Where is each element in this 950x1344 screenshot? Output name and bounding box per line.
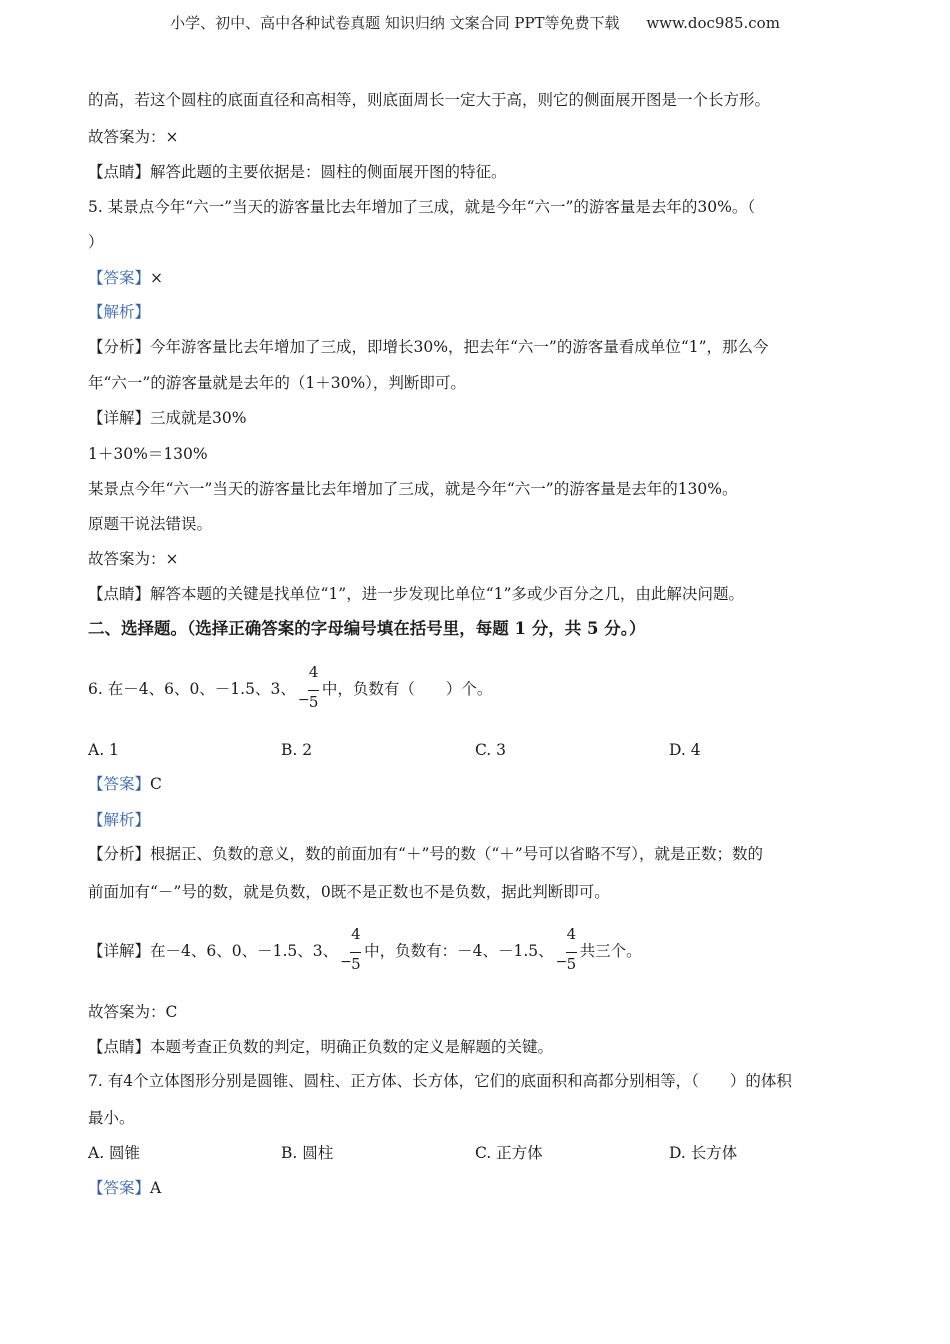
- frac-den: 5: [566, 955, 577, 973]
- q6-fenxi-cont: 前面加有“－”号的数，就是负数，0既不是正数也不是负数，据此判断即可。: [88, 883, 610, 901]
- answer-value: ×: [150, 269, 164, 287]
- q5-conclusion: 某景点今年“六一”当天的游客量比去年增加了三成，就是今年“六一”的游客量是去年的130%。: [88, 480, 738, 498]
- q7-answer: [88, 1177, 161, 1199]
- header-text: 小学、初中、高中各种试卷真题 知识归纳 文案合同 PPT等免费下载: [170, 14, 620, 32]
- tip-text: 解答此题的主要依据是：圆柱的侧面展开图的特征。: [150, 163, 507, 181]
- tip-text: 解答本题的关键是找单位“1”，进一步发现比单位“1”多或少百分之几，由此解决问题。: [150, 585, 744, 603]
- xiangjie-tag: 【详解】: [88, 409, 151, 427]
- fraction-neg-4-5: [297, 663, 320, 711]
- xiangjie-tag: 【详解】: [88, 942, 151, 960]
- q7-option-a: A. 圆锥: [88, 1144, 141, 1162]
- q7-stem-cont: 最小。: [88, 1109, 135, 1127]
- q7-option-b: B. 圆柱: [281, 1144, 334, 1162]
- fenxi-text: 今年游客量比去年增加了三成，即增长30%，把去年“六一”的游客量看成单位“1”，那么今: [150, 338, 769, 356]
- q6-tip: [88, 1036, 553, 1058]
- q5-calc: 1＋30%＝130%: [88, 445, 208, 463]
- xiangjie-text: 三成就是30%: [150, 409, 247, 427]
- q5-stem: 5. 某景点今年“六一”当天的游客量比去年增加了三成，就是今年“六一”的游客量是去年的30%。（: [88, 198, 756, 216]
- frac-den: 5: [351, 955, 361, 973]
- answer-value: C: [150, 775, 162, 793]
- frac-minus: −: [555, 954, 568, 970]
- q6-stem: [88, 663, 493, 711]
- page-header: [0, 12, 950, 33]
- q6-answer: [88, 773, 162, 795]
- q6-option-d: D. 4: [669, 741, 701, 759]
- q5-tip: [88, 583, 744, 605]
- tip-tag: 【点睛】: [88, 163, 151, 181]
- q5-fenxi-cont: 年“六一”的游客量就是去年的（1＋30%），判断即可。: [88, 374, 466, 392]
- fenxi-tag: 【分析】: [88, 845, 151, 863]
- fraction-neg-4-5: [340, 925, 362, 973]
- tip-tag: 【点睛】: [88, 1038, 151, 1056]
- q6-jiexi: 【解析】: [88, 811, 151, 829]
- frac-den: 5: [308, 693, 319, 711]
- q5-fenxi: [88, 336, 769, 358]
- q4-continuation: 的高，若这个圆柱的底面直径和高相等，则底面周长一定大于高，则它的侧面展开图是一个长方形。: [88, 91, 771, 109]
- xiangjie-post: 共三个。: [579, 942, 642, 960]
- xiangjie-mid: 中，负数有：－4、－1.5、: [364, 942, 554, 960]
- fraction-neg-4-5: [555, 925, 578, 973]
- answer-tag: 【答案】: [88, 1179, 151, 1197]
- q7-stem: 7. 有4个立体图形分别是圆锥、圆柱、正方体、长方体，它们的底面积和高都分别相等，（ ）的体积: [88, 1072, 792, 1090]
- q6-option-a: A. 1: [88, 741, 119, 759]
- frac-minus: −: [297, 692, 310, 708]
- q7-option-d: D. 长方体: [669, 1144, 738, 1162]
- q6-option-c: C. 3: [475, 741, 507, 759]
- q6-xiangjie: [88, 925, 642, 973]
- q5-final-answer: 故答案为：×: [88, 550, 179, 568]
- section-heading: 二、选择题。（选择正确答案的字母编号填在括号里，每题 1 分，共 5 分。）: [88, 619, 646, 638]
- frac-minus: −: [340, 954, 352, 970]
- q5-stem-close: ）: [88, 233, 104, 251]
- q6-stem-post: 中，负数有（ ）个。: [321, 680, 493, 698]
- q5-xiangjie: [88, 407, 246, 429]
- frac-num: 4: [566, 925, 577, 943]
- fenxi-tag: 【分析】: [88, 338, 151, 356]
- q5-answer: [88, 267, 163, 289]
- answer-tag: 【答案】: [88, 775, 151, 793]
- header-site: www.doc985.com: [646, 14, 780, 32]
- fenxi-text: 根据正、负数的意义，数的前面加有“＋”号的数（“＋”号可以省略不写），就是正数；数的: [150, 845, 763, 863]
- q6-final-answer: 故答案为：C: [88, 1003, 178, 1021]
- q6-fenxi: [88, 843, 763, 865]
- xiangjie-pre: 在－4、6、0、－1.5、3、: [150, 942, 339, 960]
- q6-stem-pre: 6. 在－4、6、0、－1.5、3、: [88, 680, 296, 698]
- q7-option-c: C. 正方体: [475, 1144, 543, 1162]
- q4-tip: [88, 161, 507, 183]
- answer-value: A: [150, 1179, 162, 1197]
- answer-tag: 【答案】: [88, 269, 151, 287]
- q5-wrong: 原题干说法错误。: [88, 515, 213, 533]
- q4-final-answer: 故答案为：×: [88, 128, 179, 146]
- q6-option-b: B. 2: [281, 741, 313, 759]
- q5-jiexi: 【解析】: [88, 303, 151, 321]
- frac-num: 4: [351, 925, 361, 943]
- frac-num: 4: [308, 663, 319, 681]
- tip-text: 本题考查正负数的判定，明确正负数的定义是解题的关键。: [150, 1038, 554, 1056]
- tip-tag: 【点睛】: [88, 585, 151, 603]
